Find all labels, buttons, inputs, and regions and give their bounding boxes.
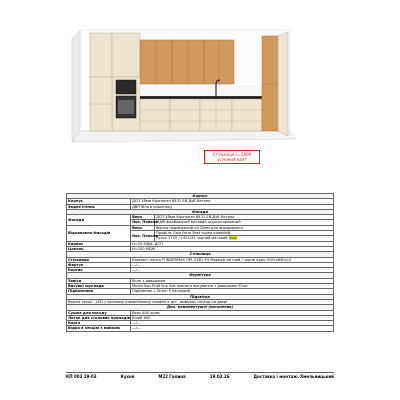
value: Н=100 МДФ	[131, 246, 334, 251]
value: Фасад подовжений на 20мм для відкривання	[155, 225, 334, 230]
order-date: 19.03.26	[209, 374, 230, 379]
label: Підйомники	[67, 289, 131, 294]
label: Карго	[67, 321, 131, 326]
delivery-info: Доставка і монтаж: Хмельницький	[253, 374, 334, 379]
sublabel: Верх	[131, 215, 155, 220]
label: Цоколь	[67, 246, 131, 251]
spec-sheet	[66, 193, 334, 332]
label: Фартук	[67, 262, 131, 267]
callout-line-2: усічений кант	[217, 157, 247, 162]
sublabel: Низ, Пенали	[131, 231, 155, 242]
value: —/—	[131, 262, 334, 267]
label: Фасади	[67, 215, 131, 226]
label: Лоток для столових приладів	[68, 315, 130, 320]
value: Верх 600 хром	[131, 310, 334, 315]
value: —/—	[131, 268, 334, 273]
value: Н=20 МДФ, ДСП	[131, 241, 334, 246]
sublabel: Низ, Пенали	[132, 220, 158, 225]
section-dod: Доп. комплектуючі (натхнення)	[67, 305, 334, 310]
value: ДСП 18мм Кронопан 8431 SN Дуб Натано	[155, 215, 334, 220]
label: Задня стінка	[67, 204, 131, 209]
value: —/—	[131, 321, 334, 326]
label: Відро в секцію з мийкою	[67, 326, 131, 331]
label: Завіси	[67, 278, 131, 283]
sublabel: Верх	[131, 225, 155, 230]
ruchka-highlight: 2шт	[228, 236, 238, 241]
product-type: Кухня	[120, 374, 135, 379]
value: Білий 600	[131, 315, 334, 320]
tall-side-column	[262, 32, 288, 136]
value: —/—	[131, 326, 334, 331]
value: Підйомник L Strom 5 ланковий	[131, 289, 334, 294]
spec-table	[66, 193, 334, 332]
ruchka-value: Ручка 1720 / 1452/32 чорний матовий	[156, 236, 228, 241]
value: МДФ фарбований матовий шуроізгорований	[155, 220, 334, 225]
order-code: КП 002 19-03	[66, 374, 97, 379]
kitchen-render	[0, 0, 400, 188]
value: ДСП 18мм Кронопан 8431 SN Дуб Натано	[131, 199, 334, 204]
worktop	[140, 96, 262, 99]
value: Компакт-плита FUNDERMAX HPL 0581 FH Мармур світлий / чорне ядро 4100х640х12	[131, 257, 334, 262]
section-fasady: Фасади	[67, 209, 334, 214]
value: Профіль Gola Ferro Post чорна алюміній	[155, 231, 334, 236]
upper-wall-cabinets	[90, 33, 234, 84]
backsplash	[140, 86, 262, 96]
label: Висувні шухляди	[67, 284, 131, 289]
value: Верхні секції - LED у врізному алюмінієвому профілі в дні - вимикач сенсор на двері	[67, 299, 334, 304]
label: Бортик	[67, 268, 131, 273]
section-pidsvitka: Підсвітка	[67, 294, 334, 299]
value: ДВП біла в кишеньку	[131, 204, 334, 209]
section-stilnytsia: Стільниця	[67, 252, 334, 257]
label: Стільниця	[67, 257, 131, 262]
tall-oven-column	[112, 77, 140, 131]
label: Відчинання Фасадів	[67, 225, 131, 241]
section-furnitura: Фурнітура	[67, 273, 334, 278]
callout-line-1: Стільниця L=5000	[212, 152, 252, 157]
footer	[66, 372, 334, 379]
section-korpus: Корпус	[67, 194, 334, 199]
worktop-callout	[204, 150, 260, 164]
label: Сушка для посуду	[67, 310, 131, 315]
label: Карниз	[67, 241, 131, 246]
value: Blum з доводжем	[131, 278, 334, 283]
salesperson: М22 Галина	[158, 374, 186, 379]
value: Muller Box Profi line Slot повного висування з доводжем 50шт	[131, 284, 334, 289]
label: Корпус	[67, 199, 131, 204]
